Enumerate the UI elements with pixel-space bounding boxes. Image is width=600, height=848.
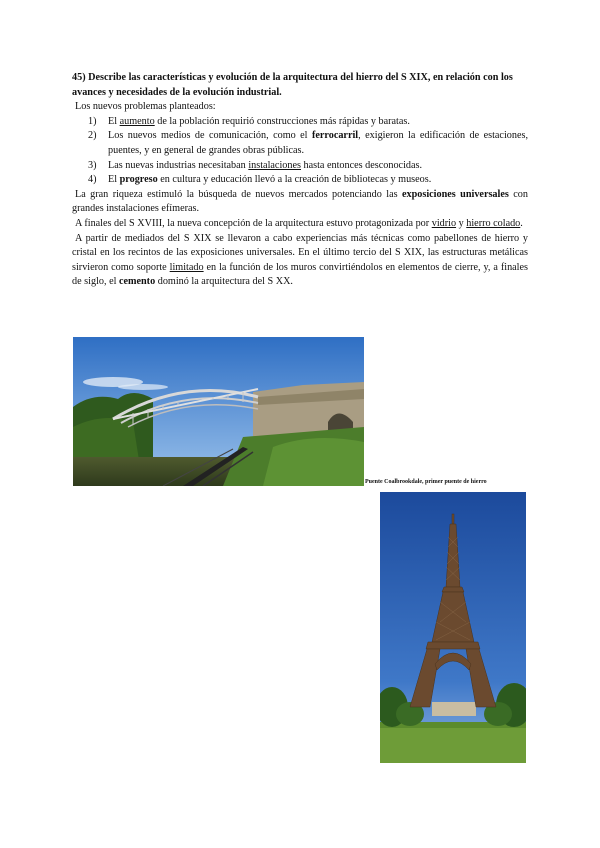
list-item: 4) El progreso en cultura y educación llevó a la creación de bibliotecas y museos. [88, 174, 432, 186]
paragraph-xix: A partir de mediados del S XIX se llevaron a cabo experiencias más técnicas como pabellones de hierro y cristal en los recintos de las exposiciones universales. En el último tercio del S XIX, las estructuras metálicas sirvieron como soporte limitado en la función de los muros convirtiéndolos en elementos de cierre, y, a finales de siglo, el cemento dominó la arquitectura del S XX. [72, 232, 528, 288]
intro-line: Los nuevos problemas planteados: [75, 101, 216, 113]
paragraph-exposiciones: La gran riqueza estimuló la búsqueda de nuevos mercados potenciando las exposiciones universales con grandes instalaciones efímeras. [72, 188, 528, 215]
question-title: 45) Describe las características y evolución de la arquitectura del hierro del S XIX, en relación con los avances y necesidades de la evolución industrial. [72, 72, 513, 98]
list-item: 1) El aumento de la población requirió construcciones más rápidas y baratas. [88, 115, 410, 127]
paragraph-xviii: A finales del S XVIII, la nueva concepción de la arquitectura estuvo protagonizada por vidrio y hierro colado. [75, 217, 523, 229]
text-block [72, 71, 528, 290]
list-item: 2) Los nuevos medios de comunicación, como el ferrocarril, exigieron la edificación de estaciones, puentes, y en general de grandes obras públicas. [88, 130, 528, 156]
eiffel-tower-photo [380, 492, 526, 763]
list-item: 3) Las nuevas industrias necesitaban instalaciones hasta entonces desconocidas. [88, 159, 423, 171]
bridge-caption: Puente Coalbrookdale, primer puente de hierro [365, 479, 487, 485]
coalbrookdale-bridge-photo [73, 337, 364, 486]
problems-list [72, 115, 528, 188]
